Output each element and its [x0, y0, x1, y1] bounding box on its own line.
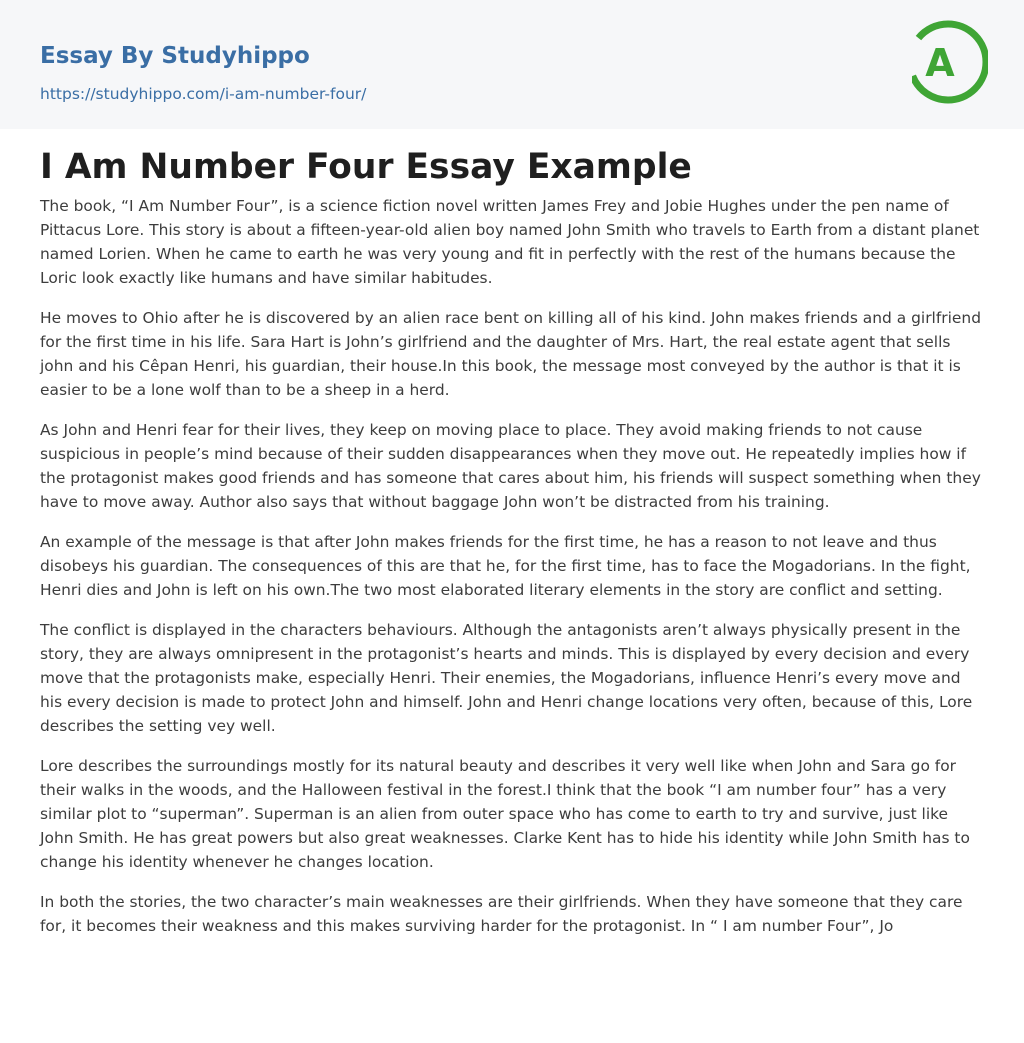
page-url-link[interactable]: https://studyhippo.com/i-am-number-four/ [40, 85, 367, 103]
paragraph: As John and Henri fear for their lives, they keep on moving place to place. They avoid making friends to not cause suspicious in people’s mind because of their sudden disappearances when they move out. He repeatedly implies how if the protagonist makes good friends and has someone that cares about him, his friends will suspect something when they have to move away. Author also says that without baggage John won’t be distracted from his training. [40, 421, 981, 511]
paragraph: The conflict is displayed in the characters behaviours. Although the antagonists aren’t always physically present in the story, they are always omnipresent in the protagonist’s hearts and minds. This is displayed by every decision and every move that the protagonists make, especially Henri. Their enemies, the Mogadorians, influence Henri’s every move and his every decision is made to protect John and himself. John and Henri change locations very often, because of this, Lore describes the setting vey well. [40, 621, 973, 735]
studyhippo-logo-icon[interactable] [912, 18, 988, 106]
article-title: I Am Number Four Essay Example [40, 147, 692, 187]
article-body [40, 194, 985, 938]
brand-title[interactable]: Essay By Studyhippo [40, 43, 310, 69]
logo-letter: A [925, 41, 955, 85]
article [40, 145, 985, 954]
paragraph: In both the stories, the two character’s main weaknesses are their girlfriends. When they have someone that they care for, it becomes their weakness and this makes surviving harder for the protagonist. In “ I am number Four”, Jo [40, 893, 963, 935]
paragraph: The book, “I Am Number Four”, is a science fiction novel written James Frey and Jobie Hughes under the pen name of Pittacus Lore. This story is about a fifteen-year-old alien boy named John Smith who travels to Earth from a distant planet named Lorien. When he came to earth he was very young and fit in perfectly with the rest of the humans because the Loric look exactly like humans and have similar habitudes. [40, 197, 980, 287]
paragraph: Lore describes the surroundings mostly for its natural beauty and describes it very well like when John and Sara go for their walks in the woods, and the Halloween festival in the forest.I think that the book “I am number four” has a very similar plot to “superman”. Superman is an alien from outer space who has come to earth to try and survive, just like John Smith. He has great powers but also great weaknesses. Clarke Kent has to hide his identity while John Smith has to change his identity whenever he changes location. [40, 757, 970, 871]
paragraph: He moves to Ohio after he is discovered by an alien race bent on killing all of his kind. John makes friends and a girlfriend for the first time in his life. Sara Hart is John’s girlfriend and the daughter of Mrs. Hart, the real estate agent that sells john and his Cêpan Henri, his guardian, their house.In this book, the message most conveyed by the author is that it is easier to be a lone wolf than to be a sheep in a herd. [40, 309, 981, 399]
site-header [0, 0, 1024, 129]
paragraph: An example of the message is that after John makes friends for the first time, he has a reason to not leave and thus disobeys his guardian. The consequences of this are that he, for the first time, has to face the Mogadorians. In the fight, Henri dies and John is left on his own.The two most elaborated literary elements in the story are conflict and setting. [40, 533, 971, 599]
